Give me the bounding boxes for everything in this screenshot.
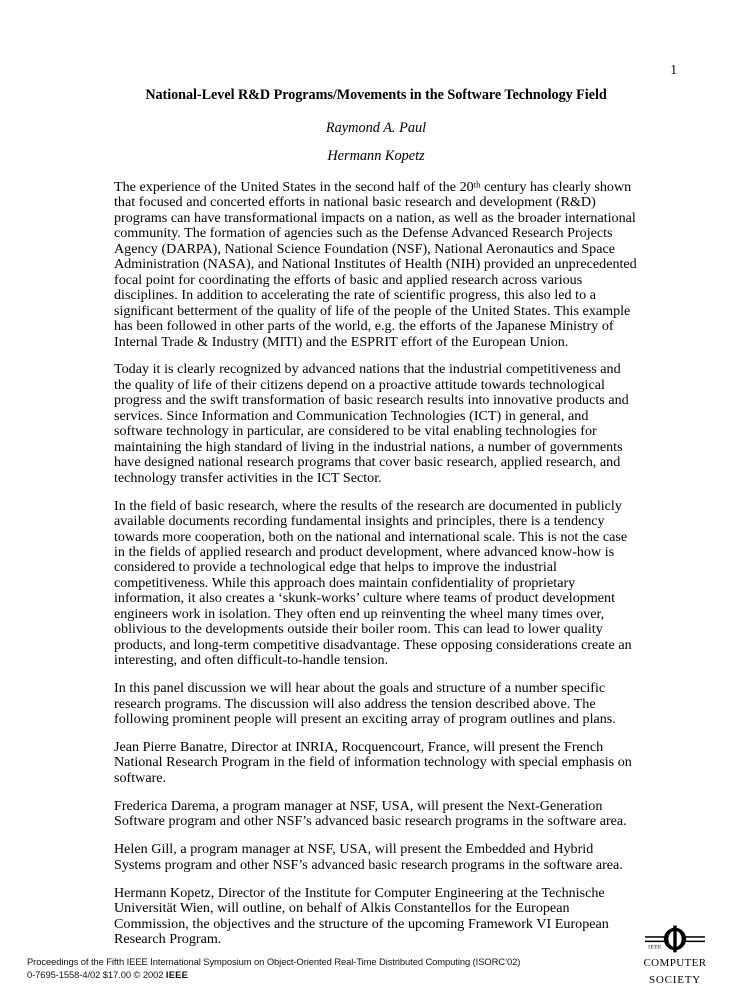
ieee-computer-society-logo	[621, 924, 729, 992]
computer-society-wordmark	[621, 954, 729, 987]
ieee-emblem-row	[621, 924, 729, 954]
footer-copyright-line	[27, 969, 520, 981]
author-name-2: Hermann Kopetz	[327, 148, 425, 165]
footer-isbn-price: 0-7695-1558-4/02 $17.00 © 2002	[27, 968, 166, 980]
ordinal-superscript: th	[473, 179, 481, 190]
paragraph-intro-us-experience	[114, 180, 639, 350]
body-text	[114, 180, 639, 947]
proceedings-footer	[27, 956, 520, 981]
paragraph-ict-recognition: Today it is clearly recognized by advanced nations that the industrial competitiveness and the quality of life of their citizens depend on a proactive attitude towards technological progress and the swift transformation of basic research results into innovative products and services. Since Information and Communication Technologies (ICT) in general, and software technology in particular, are considered to be vital enabling technologies for maintaining the high standard of living in the industrial nations, a number of governments have designed national research programs that cover basic research, applied research, and technology transfer activities in the ICT Sector.	[114, 361, 629, 486]
ieee-emblem-text: IEEE	[648, 944, 662, 951]
paragraph-speaker-darema: Frederica Darema, a program manager at NSF, USA, will present the Next-Generation Software program and other NSF’s advanced basic research programs in the software area.	[114, 797, 627, 830]
wordmark-line-computer: computer	[643, 953, 707, 970]
paragraph-speaker-banatre: Jean Pierre Banatre, Director at INRIA, Rocquencourt, France, will present the French National Research Program in the field of information technology with special emphasis on software.	[114, 738, 632, 786]
page-number: 1	[670, 62, 677, 77]
author-name-1: Raymond A. Paul	[325, 120, 427, 137]
paragraph-text-part-2: century has clearly shown that focused and concerted efforts in national basic research and development (R&D) programs can have transformational impacts on a nation, as well as the broader international community. The formation of agencies such as the Defense Advanced Research Projects Agency (DARPA), National Science Foundation (NSF), National Aeronautics and Space Administration (NASA), and National Institutes of Health (NIH) provided an unprecedented focal point for coordinating the efforts of basic and applied research across various disciplines. In addition to accelerating the rate of scientific progress, this also led to a significant betterment of the quality of life of the people of the United States. This example has been followed in other parts of the world, e.g. the efforts of the Japanese Ministry of Internal Trade & Industry (MITI) and the ESPRIT effort of the European Union.	[114, 179, 637, 350]
paragraph-panel-overview: In this panel discussion we will hear about the goals and structure of a number specific research programs. The discussion will also address the tension described above. The following prominent people will present an exciting array of program outlines and plans.	[114, 680, 616, 727]
footer-ieee-mark: IEEE	[165, 968, 189, 980]
page-title: National-Level R&D Programs/Movements in the Software Technology Field	[145, 87, 607, 103]
paragraph-speaker-kopetz: Hermann Kopetz, Director of the Institute for Computer Engineering at the Technische Universität Wien, will outline, on behalf of Alkis Constantellos for the European Commission, the objectives and the structure of the upcoming Framework VI European Research Program.	[114, 884, 609, 947]
paragraph-speaker-gill: Helen Gill, a program manager at NSF, USA, will present the Embedded and Hybrid Systems program and other NSF’s advanced basic research programs in the software area.	[114, 841, 623, 873]
title-block	[114, 86, 638, 167]
ieee-diamond-emblem-icon	[621, 924, 729, 954]
paragraph-basic-research-tension: In the field of basic research, where the results of the research are documented in publicly available documents recording fundamental insights and principles, there is a tendency towards more cooperation, both on the national and international scale. This is not the case in the fields of applied research and product development, where advanced know-how is considered to provide a technological edge that helps to improve the industrial competitiveness. While this approach does maintain confidentiality of proprietary information, it also creates a ‘skunk-works’ culture where teams of product development engineers work in isolation. They often end up reinventing the wheel many times over, oblivious to the developments outside their boiler room. This can lead to lower quality products, and long-term competitive disadvantage. These opposing considerations create an interesting, and often difficult-to-handle tension.	[114, 497, 632, 669]
wordmark-line-society: society	[648, 969, 702, 987]
paragraph-text-part-1: The experience of the United States in the second half of the 20	[114, 179, 474, 195]
footer-proceedings-line: Proceedings of the Fifth IEEE International Symposium on Object-Oriented Real-Time Distributed Computing (ISORC’02)	[27, 956, 521, 968]
